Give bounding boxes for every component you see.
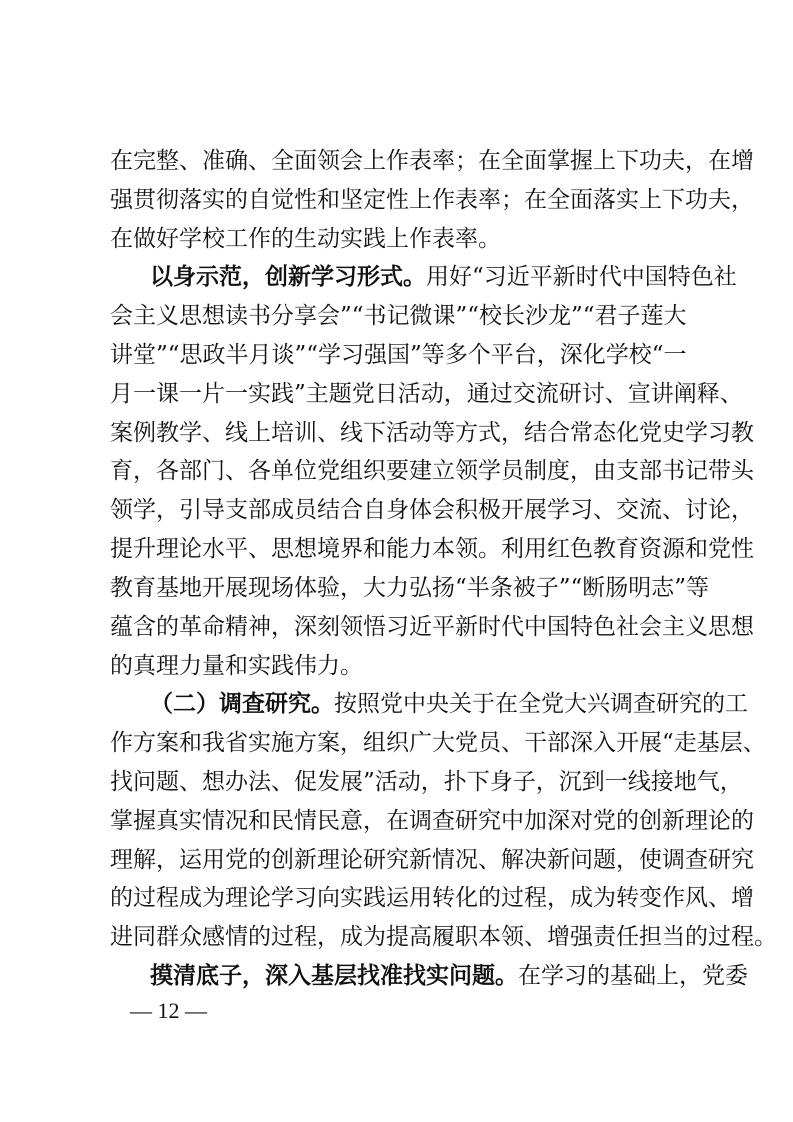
text-line: 领学，引导支部成员结合自身体会积极开展学习、交流、讨论， — [110, 497, 754, 523]
text-line: 在做好学校工作的生动实践上作表率。 — [110, 226, 501, 252]
text-line: 以身示范，创新学习形式。用好“习近平新时代中国特色社 — [150, 263, 737, 290]
text-line: 找问题、想办法、促发展”活动，扑下身子，沉到一线接地气， — [110, 769, 743, 795]
text-line: 月一课一片一实践”主题党日活动，通过交流研讨、宣讲阐释、 — [110, 381, 743, 407]
text-line: 提升理论水平、思想境界和能力本领。利用红色教育资源和党性 — [110, 536, 754, 562]
text-line: 进同群众感情的过程，成为提高履职本领、增强责任担当的过程。 — [110, 924, 777, 950]
text-line: 讲堂”“思政半月谈”“学习强国”等多个平台，深化学校“一 — [110, 342, 687, 368]
text-line: 育，各部门、各单位党组织要建立领学员制度，由支部书记带头 — [110, 458, 754, 484]
text-line: 作方案和我省实施方案，组织广大党员、干部深入开展“走基层、 — [110, 730, 766, 756]
text-line: 的过程成为理论学习向实践运用转化的过程，成为转变作风、增 — [110, 885, 754, 911]
text-line: 会主义思想读书分享会”“书记微课”“校长沙龙”“君子莲大 — [110, 303, 687, 329]
page-number: — 12 — — [130, 998, 207, 1023]
text-line: 案例教学、线上培训、线下活动等方式，结合常态化党史学习教 — [110, 420, 754, 446]
text-line: 教育基地开展现场体验，大力弘扬“半条被子”“断肠明志”等 — [110, 575, 710, 601]
text-line: 理解，运用党的创新理论研究新情况、解决新问题，使调查研究 — [110, 847, 754, 873]
paragraph-heading: 摸清底子，深入基层找准找实问题。 — [150, 962, 518, 989]
text-line: （二）调查研究。按照党中央关于在全党大兴调查研究的工 — [150, 690, 748, 717]
paragraph-heading: 以身示范，创新学习形式。 — [150, 263, 426, 290]
text-line: 掌握真实情况和民情民意，在调查研究中加深对党的创新理论的 — [110, 808, 754, 834]
text-line: 蕴含的革命精神，深刻领悟习近平新时代中国特色社会主义思想 — [110, 614, 754, 640]
text-line: 的真理力量和实践伟力。 — [110, 653, 363, 679]
text-line: 在完整、准确、全面领会上作表率；在全面掌握上下功夫，在增 — [110, 148, 754, 174]
section-heading: （二）调查研究。 — [150, 690, 334, 717]
text-line: 强贯彻落实的自觉性和坚定性上作表率；在全面落实上下功夫， — [110, 187, 754, 213]
text-line: 摸清底子，深入基层找准找实问题。在学习的基础上，党委 — [150, 962, 748, 989]
